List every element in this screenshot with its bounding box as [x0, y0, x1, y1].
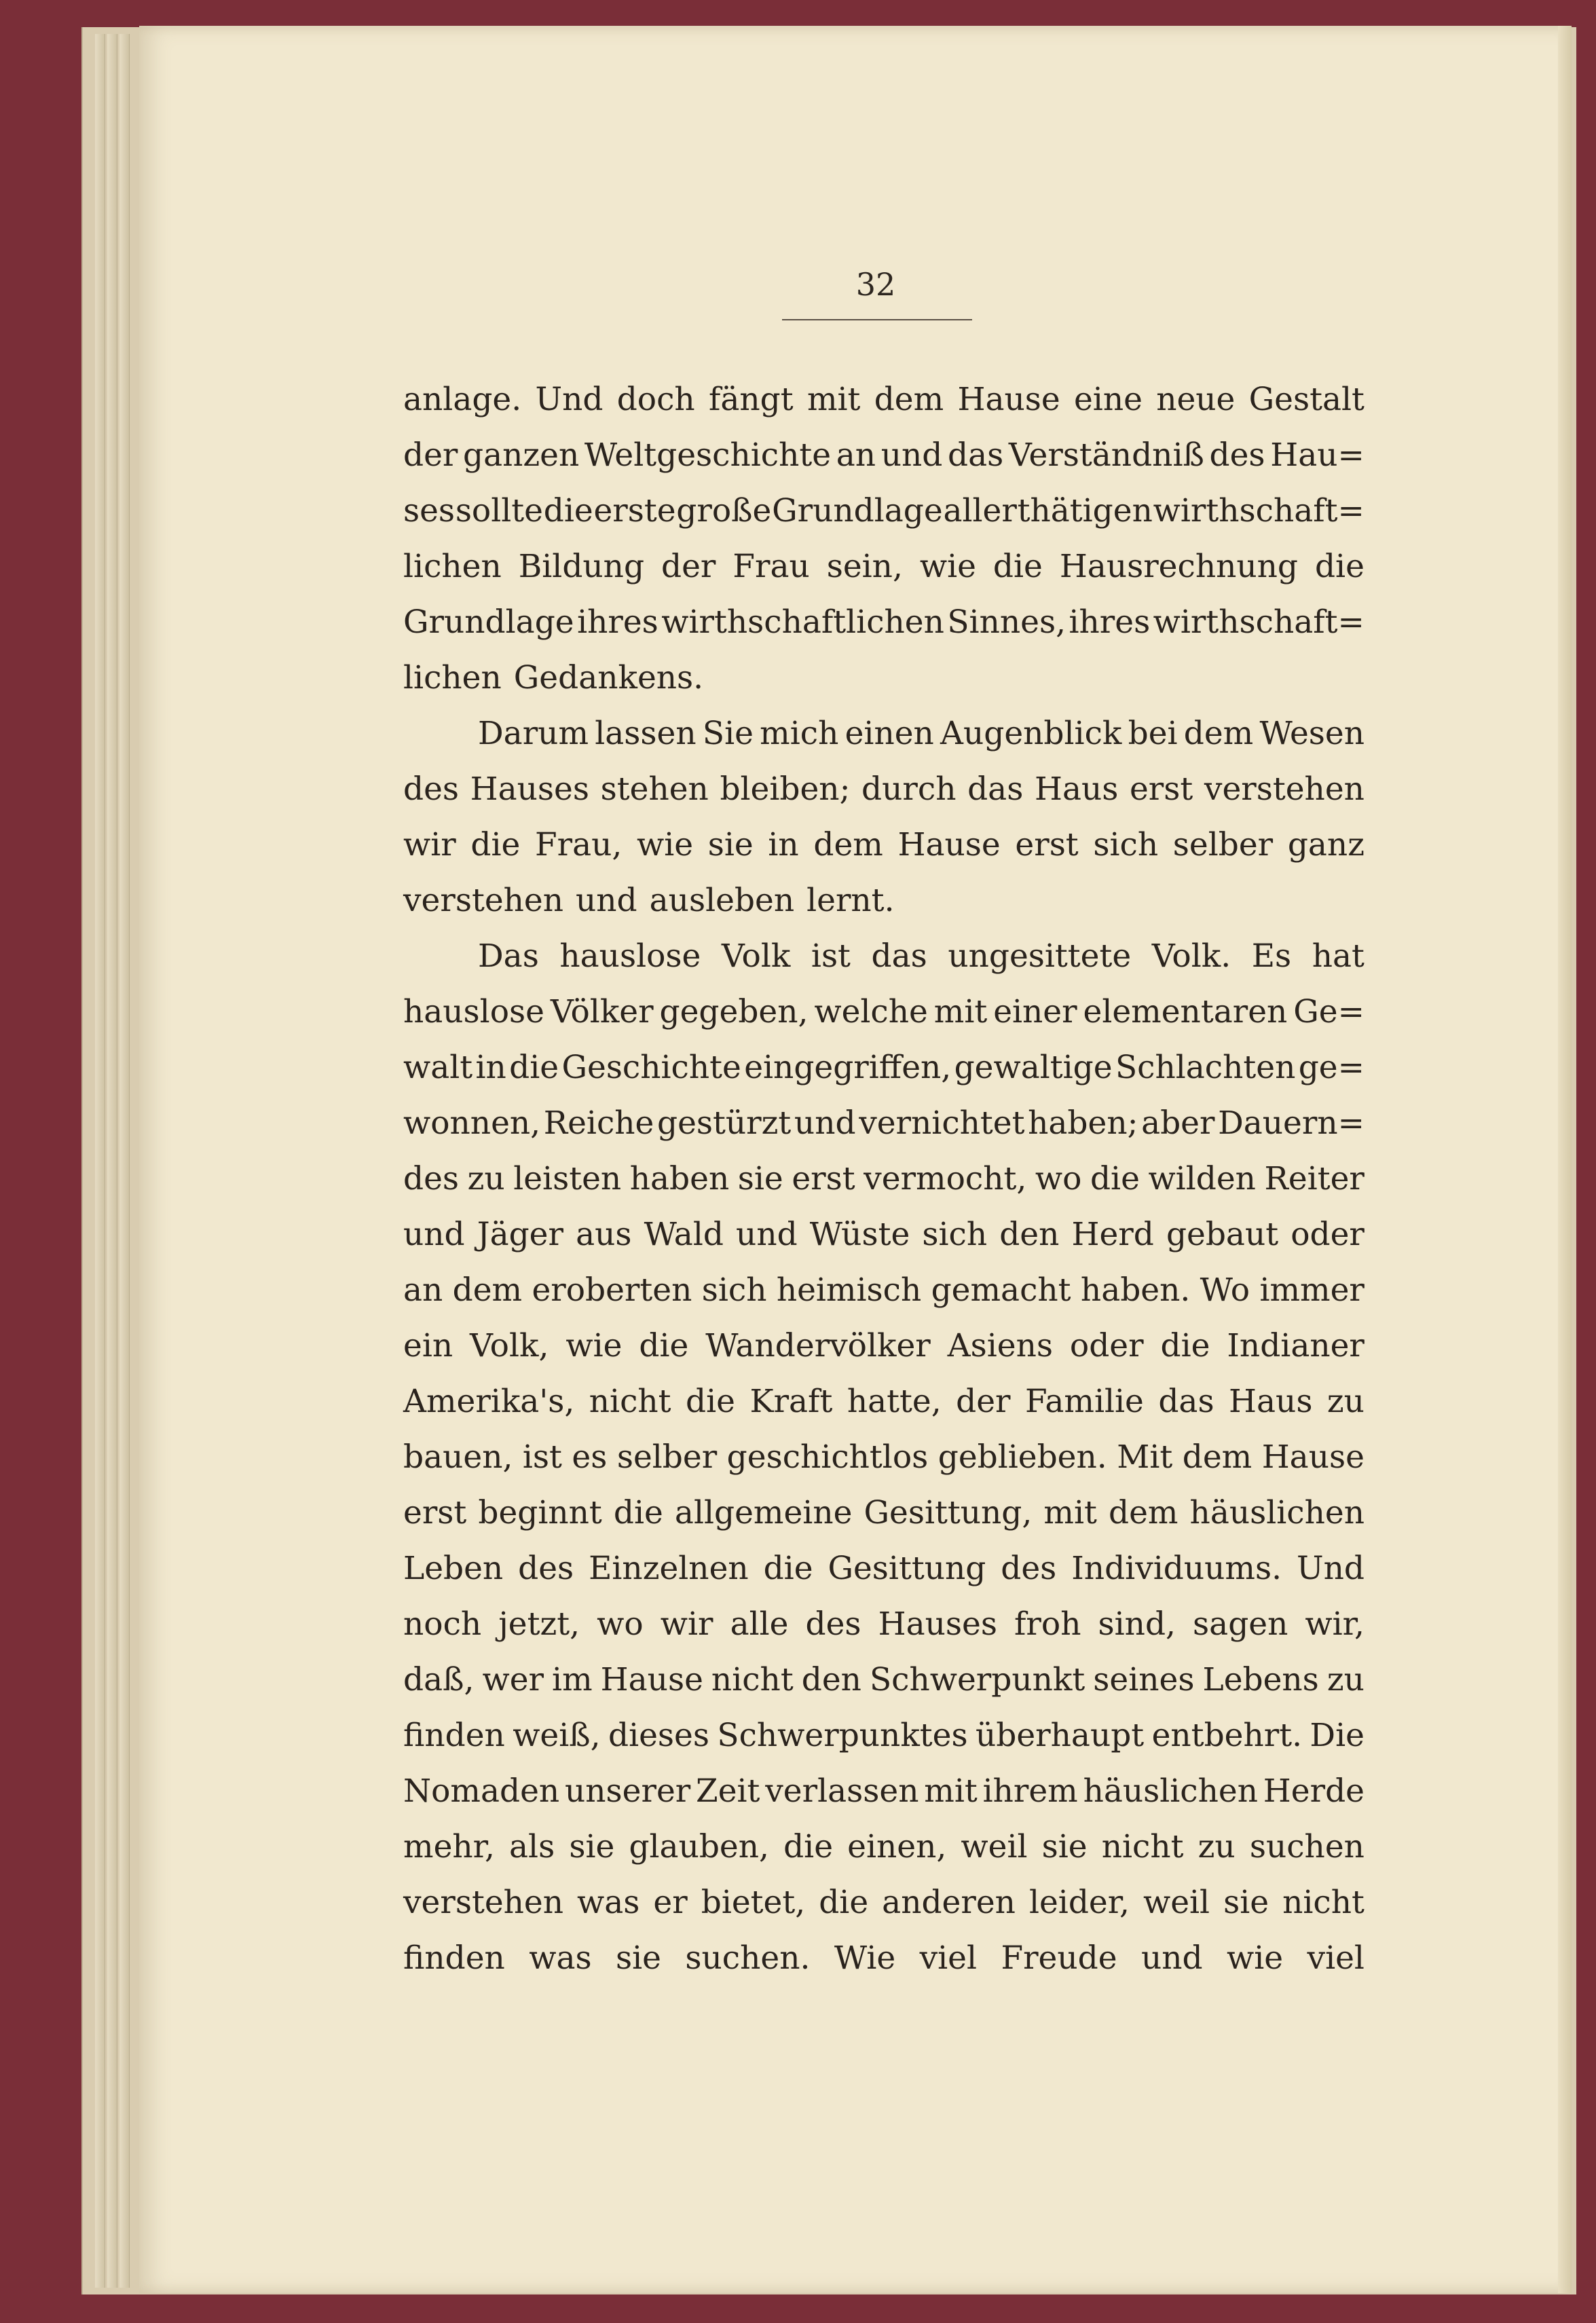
word: Wüste: [809, 1216, 910, 1253]
word: hat: [1312, 937, 1365, 975]
word: weil: [1143, 1884, 1210, 1921]
word: beginnt: [478, 1494, 602, 1531]
text-line: [403, 1597, 1365, 1652]
word: Grundlage: [403, 603, 574, 641]
text-line: [403, 1819, 1365, 1875]
word: lichen: [403, 659, 502, 696]
word: erste: [593, 492, 676, 529]
word: Gesittung,: [864, 1494, 1033, 1531]
word: mit: [1043, 1494, 1097, 1531]
text-line: [403, 1151, 1365, 1207]
word: häuslichen: [1189, 1494, 1365, 1531]
word: ses: [403, 492, 456, 529]
word: Bildung: [518, 548, 645, 585]
word: finden: [403, 1939, 505, 1977]
word: die: [1090, 1160, 1140, 1197]
word: ein: [403, 1327, 453, 1364]
word: haben: [629, 1160, 730, 1197]
word: oder: [1069, 1327, 1144, 1364]
word: die: [686, 1383, 735, 1420]
word: ihres: [1069, 603, 1151, 641]
text-line: [403, 539, 1365, 595]
word: ist: [811, 937, 851, 975]
text-line: [403, 1318, 1365, 1374]
text-line: [403, 873, 1365, 929]
word: er: [653, 1884, 688, 1921]
word: sie: [569, 1828, 615, 1865]
word: nicht: [1282, 1884, 1365, 1921]
word: aus: [576, 1216, 632, 1253]
word: thätigen: [1017, 492, 1153, 529]
word: in: [475, 1049, 506, 1086]
text-line: [403, 372, 1365, 428]
word: und: [1140, 1939, 1203, 1977]
word: Nomaden: [403, 1772, 560, 1810]
word: Volk: [721, 937, 791, 975]
word: was: [577, 1884, 640, 1921]
word: Gesittung: [828, 1550, 986, 1587]
word: entbehrt.: [1151, 1717, 1303, 1754]
text-line: [403, 650, 1365, 706]
word: sich: [922, 1216, 988, 1253]
word: lassen: [595, 715, 697, 752]
word: wirthschaft=: [1153, 492, 1365, 529]
word: Leben: [403, 1550, 504, 1587]
word: oder: [1291, 1216, 1365, 1253]
word: finden: [403, 1717, 505, 1754]
word: hauslose: [559, 937, 701, 975]
word: ihrem: [982, 1772, 1078, 1810]
word: einen: [845, 715, 934, 752]
word: sie: [1223, 1884, 1269, 1921]
word: aller: [943, 492, 1017, 529]
text-line: [403, 595, 1365, 650]
word: Kraft: [749, 1383, 833, 1420]
word: selber: [1172, 826, 1274, 863]
word: des: [403, 770, 460, 808]
word: Hause: [957, 381, 1060, 418]
word: sie: [737, 1160, 783, 1197]
word: suchen: [1249, 1828, 1365, 1865]
word: dem: [1182, 1438, 1252, 1476]
word: Mit: [1117, 1438, 1173, 1476]
word: Ge=: [1293, 993, 1365, 1030]
text-line: [403, 1764, 1365, 1819]
word: wie: [637, 826, 694, 863]
word: des: [518, 1550, 574, 1587]
page-edge: [119, 34, 130, 2288]
word: Gedankens.: [513, 659, 704, 696]
word: mit: [806, 381, 861, 418]
word: die: [992, 548, 1043, 585]
word: es: [572, 1438, 608, 1476]
page-gutter: [1558, 26, 1572, 2293]
word: ganz: [1287, 826, 1365, 863]
word: Weltgeschichte: [584, 436, 832, 474]
word: sagen: [1193, 1605, 1288, 1643]
word: hauslose: [403, 993, 544, 1030]
word: gewaltige: [954, 1049, 1113, 1086]
word: die: [1314, 548, 1365, 585]
word: Die: [1310, 1717, 1365, 1754]
word: das: [967, 770, 1024, 808]
word: das: [947, 436, 1004, 474]
word: der: [661, 548, 716, 585]
word: wonnen,: [403, 1104, 541, 1142]
word: wir: [403, 826, 456, 863]
word: heimisch: [776, 1271, 922, 1309]
word: ge=: [1298, 1049, 1365, 1086]
word: zu: [1326, 1661, 1365, 1698]
word: leisten: [513, 1160, 622, 1197]
word: Volk,: [470, 1327, 549, 1364]
word: Völker: [550, 993, 654, 1030]
text-line: [403, 428, 1365, 483]
word: bietet,: [701, 1884, 806, 1921]
word: des: [403, 1160, 460, 1197]
word: und: [880, 436, 943, 474]
text-line: [403, 1040, 1365, 1096]
word: gegeben,: [659, 993, 809, 1030]
word: die: [783, 1828, 834, 1865]
word: sich: [1093, 826, 1159, 863]
word: dem: [1183, 715, 1254, 752]
word: sein,: [826, 548, 903, 585]
word: Hause: [1261, 1438, 1365, 1476]
word: Wie: [834, 1939, 896, 1977]
word: und: [576, 882, 637, 919]
word: den: [801, 1661, 861, 1698]
word: Schlachten: [1115, 1049, 1296, 1086]
word: dem: [874, 381, 944, 418]
word: erst: [1129, 770, 1193, 808]
page-edge: [107, 34, 117, 2288]
word: lernt.: [806, 882, 895, 919]
word: bleiben;: [720, 770, 851, 808]
word: und: [736, 1216, 798, 1253]
word: wilden: [1148, 1160, 1256, 1197]
word: ausleben: [649, 882, 795, 919]
word: wer: [482, 1661, 544, 1698]
word: große: [676, 492, 772, 529]
word: Geschichte: [561, 1049, 741, 1086]
text-line: [403, 1485, 1365, 1541]
text-line: [403, 1708, 1365, 1764]
word: daß,: [403, 1661, 475, 1698]
word: selber: [616, 1438, 718, 1476]
word: jetzt,: [498, 1605, 580, 1643]
word: walt: [403, 1049, 473, 1086]
word: bauen,: [403, 1438, 513, 1476]
text-line: [403, 1430, 1365, 1485]
word: gemacht: [931, 1271, 1071, 1309]
word: lichen: [403, 548, 502, 585]
word: anlage.: [403, 381, 522, 418]
word: Hauses: [878, 1605, 997, 1643]
word: Zeit: [696, 1772, 760, 1810]
word: vernichtet: [859, 1104, 1025, 1142]
word: des: [805, 1605, 861, 1643]
word: haben.: [1080, 1271, 1191, 1309]
word: wie: [1227, 1939, 1284, 1977]
word: Schwerpunkt: [869, 1661, 1085, 1698]
word: Individuums.: [1071, 1550, 1282, 1587]
word: Volk.: [1151, 937, 1231, 975]
word: haben;: [1028, 1104, 1138, 1142]
word: einen,: [847, 1828, 947, 1865]
word: Herde: [1263, 1772, 1365, 1810]
word: doch: [616, 381, 695, 418]
text-line: [403, 1875, 1365, 1931]
word: ganzen: [463, 436, 580, 474]
word: hatte,: [847, 1383, 942, 1420]
word: wir: [660, 1605, 713, 1643]
word: gestürzt: [657, 1104, 792, 1142]
word: nicht: [589, 1383, 671, 1420]
word: seines: [1093, 1661, 1195, 1698]
word: die: [543, 492, 593, 529]
word: dem: [813, 826, 883, 863]
word: wirthschaft=: [1153, 603, 1365, 641]
word: Haus: [1034, 770, 1119, 808]
word: zu: [467, 1160, 505, 1197]
word: allgemeine: [674, 1494, 853, 1531]
text-line: [403, 483, 1365, 539]
word: Und: [1296, 1550, 1365, 1587]
word: viel: [919, 1939, 978, 1977]
word: sind,: [1098, 1605, 1176, 1643]
word: sollte: [455, 492, 543, 529]
word: der: [403, 436, 458, 474]
word: neue: [1156, 381, 1236, 418]
word: als: [509, 1828, 555, 1865]
word: die: [639, 1327, 689, 1364]
word: nicht: [711, 1661, 794, 1698]
text-line: [403, 1541, 1365, 1597]
word: Haus: [1229, 1383, 1313, 1420]
word: mich: [760, 715, 839, 752]
text-line: [403, 1931, 1365, 1986]
word: bei: [1128, 715, 1178, 752]
word: was: [529, 1939, 592, 1977]
word: Wald: [644, 1216, 724, 1253]
word: durch: [861, 770, 957, 808]
word: mit: [933, 993, 988, 1030]
word: wo: [1035, 1160, 1082, 1197]
page-number-rule: [782, 319, 972, 320]
word: Indianer: [1227, 1327, 1365, 1364]
word: Das: [478, 937, 539, 975]
word: Gestalt: [1248, 381, 1365, 418]
text-line: [403, 1374, 1365, 1430]
word: Wo: [1200, 1271, 1250, 1309]
text-line: [403, 929, 1365, 984]
word: an: [836, 436, 876, 474]
word: Hausrechnung: [1059, 548, 1298, 585]
word: Reiche: [543, 1104, 654, 1142]
word: sie: [616, 1939, 661, 1977]
word: Es: [1251, 937, 1292, 975]
word: Lebens: [1202, 1661, 1319, 1698]
word: immer: [1259, 1271, 1365, 1309]
word: noch: [403, 1605, 482, 1643]
word: Amerika's,: [403, 1383, 575, 1420]
word: dem: [1109, 1494, 1179, 1531]
word: geschichtlos: [726, 1438, 929, 1476]
word: erst: [403, 1494, 467, 1531]
text-line: [403, 1263, 1365, 1318]
word: eine: [1073, 381, 1143, 418]
word: Reiter: [1264, 1160, 1365, 1197]
word: einer: [993, 993, 1077, 1030]
text-line: [403, 984, 1365, 1040]
text-line: [403, 817, 1365, 873]
word: leider,: [1028, 1884, 1130, 1921]
word: die: [470, 826, 521, 863]
word: Frau: [732, 548, 810, 585]
word: an: [403, 1271, 443, 1309]
word: erst: [1015, 826, 1079, 863]
word: nicht: [1101, 1828, 1184, 1865]
text-line: [403, 706, 1365, 762]
word: die: [763, 1550, 813, 1587]
word: sich: [701, 1271, 767, 1309]
word: geblieben.: [938, 1438, 1107, 1476]
word: Asiens: [947, 1327, 1053, 1364]
word: Hause: [897, 826, 1001, 863]
word: aber: [1141, 1104, 1215, 1142]
word: die: [509, 1049, 559, 1086]
word: Freude: [1001, 1939, 1117, 1977]
word: Familie: [1024, 1383, 1144, 1420]
word: Hauses: [470, 770, 589, 808]
page-number: 32: [855, 266, 896, 303]
word: die: [819, 1884, 869, 1921]
word: mit: [924, 1772, 978, 1810]
word: wirthschaftlichen: [661, 603, 944, 641]
word: Einzelnen: [589, 1550, 749, 1587]
word: stehen: [600, 770, 709, 808]
word: dem: [452, 1271, 523, 1309]
word: Hause: [600, 1661, 703, 1698]
body-text: [403, 372, 1365, 1986]
word: fängt: [708, 381, 794, 418]
word: sie: [707, 826, 754, 863]
word: Hau=: [1270, 436, 1365, 474]
word: verstehen: [1204, 770, 1365, 808]
text-line: [403, 762, 1365, 817]
word: Wandervölker: [705, 1327, 931, 1364]
word: das: [871, 937, 927, 975]
word: und: [794, 1104, 856, 1142]
word: zu: [1198, 1828, 1236, 1865]
word: weiß,: [513, 1717, 601, 1754]
word: glauben,: [629, 1828, 769, 1865]
word: des: [1209, 436, 1265, 474]
word: anderen: [882, 1884, 1016, 1921]
word: wie: [919, 548, 976, 585]
word: viel: [1307, 1939, 1365, 1977]
word: Herd: [1071, 1216, 1154, 1253]
word: das: [1158, 1383, 1214, 1420]
word: eroberten: [532, 1271, 692, 1309]
word: froh: [1014, 1605, 1081, 1643]
word: Frau,: [535, 826, 623, 863]
word: vermocht,: [864, 1160, 1027, 1197]
word: Schwerpunktes: [717, 1717, 968, 1754]
word: wo: [597, 1605, 644, 1643]
word: die: [613, 1494, 663, 1531]
word: den: [999, 1216, 1060, 1253]
word: verstehen: [403, 1884, 564, 1921]
word: erst: [792, 1160, 855, 1197]
word: verstehen: [403, 882, 564, 919]
word: Wesen: [1259, 715, 1365, 752]
word: Jäger: [477, 1216, 563, 1253]
text-line: [403, 1207, 1365, 1263]
word: Sie: [702, 715, 754, 752]
word: Darum: [478, 715, 589, 752]
word: und: [403, 1216, 465, 1253]
word: des: [1001, 1550, 1057, 1587]
word: häuslichen: [1083, 1772, 1258, 1810]
text-line: [403, 1096, 1365, 1151]
word: im: [552, 1661, 593, 1698]
word: Verständniß: [1008, 436, 1204, 474]
word: Dauern=: [1218, 1104, 1365, 1142]
word: ihres: [577, 603, 658, 641]
word: suchen.: [685, 1939, 811, 1977]
word: sie: [1041, 1828, 1088, 1865]
word: der: [956, 1383, 1011, 1420]
word: alle: [730, 1605, 789, 1643]
word: unserer: [565, 1772, 691, 1810]
word: wir,: [1305, 1605, 1365, 1643]
word: elementaren: [1083, 993, 1288, 1030]
page-edge: [95, 34, 105, 2288]
word: welche: [814, 993, 928, 1030]
word: dieses: [608, 1717, 709, 1754]
text-line: [403, 1652, 1365, 1708]
word: eingegriffen,: [744, 1049, 952, 1086]
word: wie: [565, 1327, 623, 1364]
word: die: [1160, 1327, 1210, 1364]
word: überhaupt: [976, 1717, 1145, 1754]
word: Sinnes,: [947, 603, 1066, 641]
word: mehr,: [403, 1828, 495, 1865]
word: ist: [522, 1438, 562, 1476]
word: Grundlage: [772, 492, 943, 529]
word: verlassen: [765, 1772, 919, 1810]
word: zu: [1326, 1383, 1365, 1420]
word: Und: [535, 381, 604, 418]
word: ungesittete: [948, 937, 1132, 975]
word: Augenblick: [940, 715, 1122, 752]
word: gebaut: [1166, 1216, 1279, 1253]
word: weil: [961, 1828, 1028, 1865]
word: in: [768, 826, 799, 863]
